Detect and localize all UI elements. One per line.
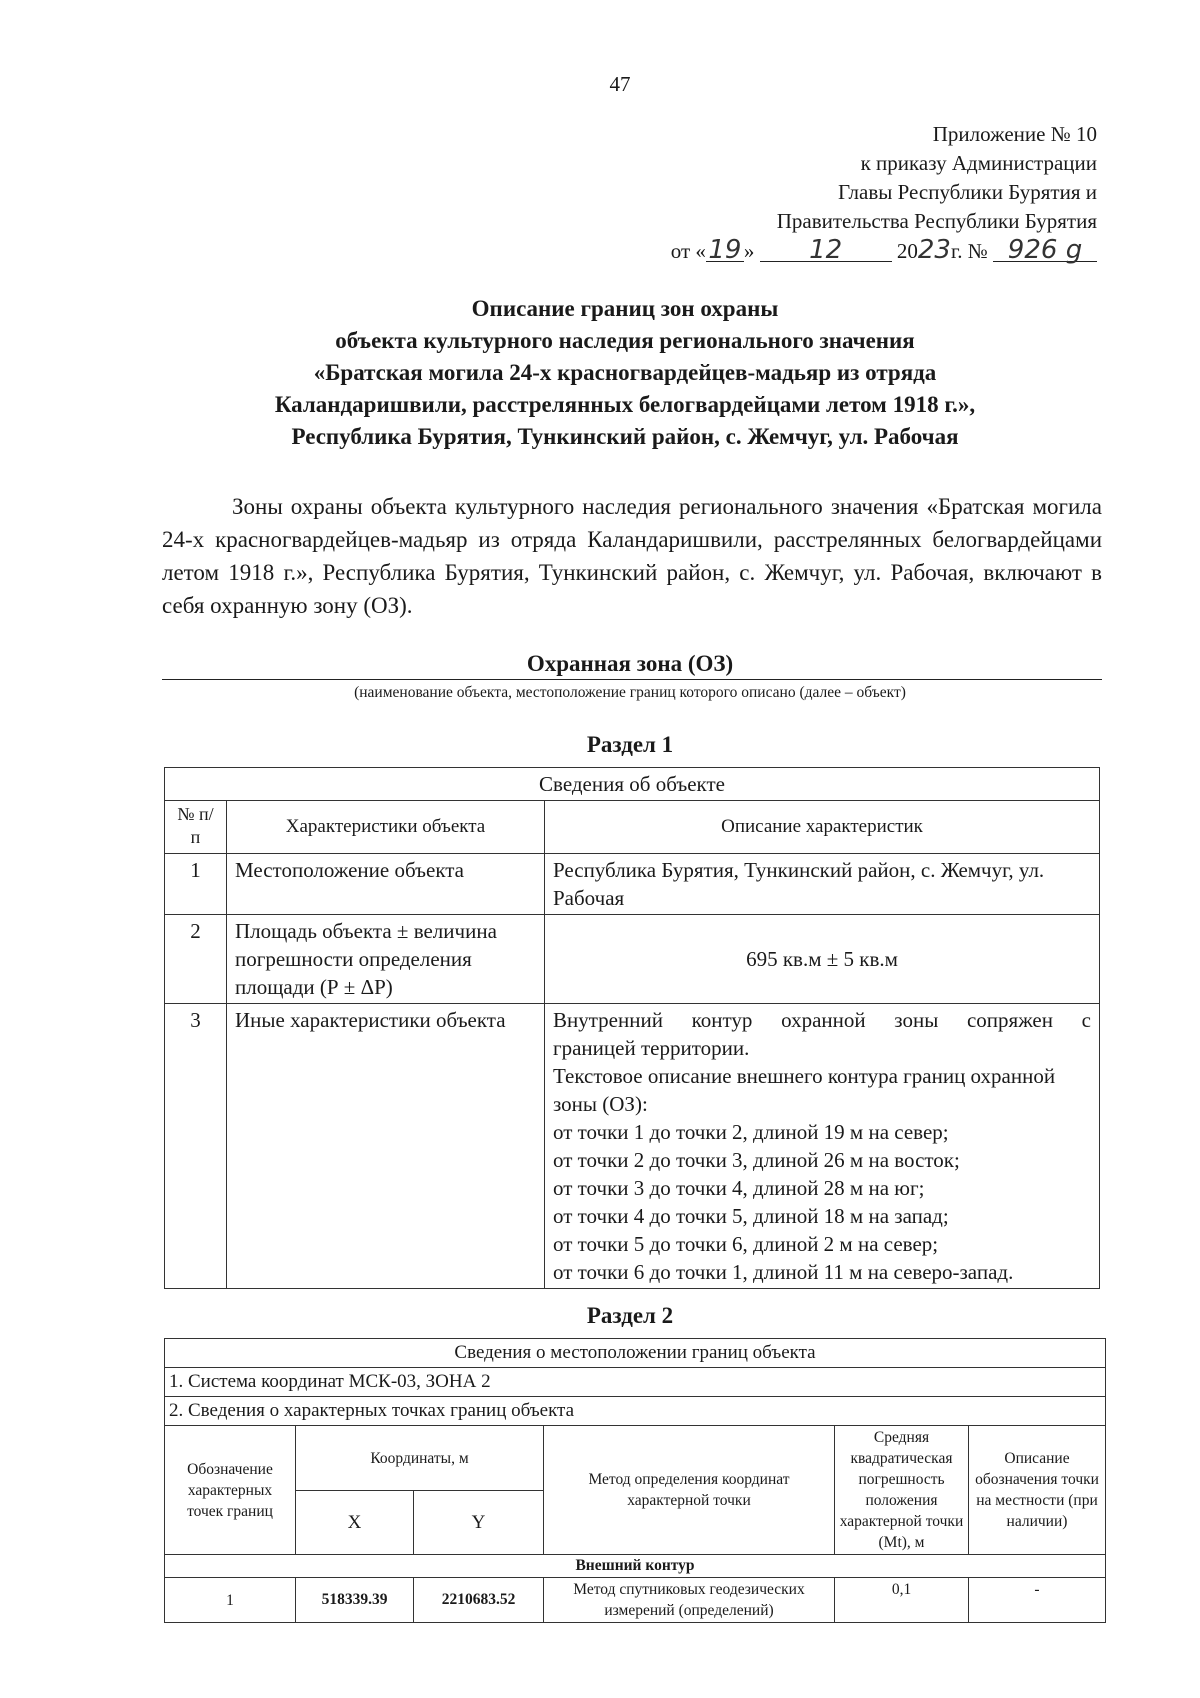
desc-line: от точки 2 до точки 3, длиной 26 м на восток;	[553, 1148, 960, 1172]
intro-paragraph	[162, 490, 1102, 622]
desc-line: Текстовое описание внешнего контура границ охранной	[553, 1064, 1056, 1088]
header-description: Описание характеристик	[545, 801, 1100, 854]
day-close: »	[743, 239, 755, 263]
desc-line: от точки 1 до точки 2, длиной 19 м на север;	[553, 1120, 949, 1144]
table-title: Сведения о местоположении границ объекта	[165, 1339, 1106, 1368]
date-prefix: от «	[670, 239, 706, 263]
desc-line: от точки 6 до точки 1, длиной 11 м на северо-запад.	[553, 1260, 1014, 1284]
row-description	[545, 1004, 1100, 1289]
point-id: 1	[165, 1578, 296, 1623]
row-number: 3	[165, 1004, 227, 1289]
point-description: -	[969, 1578, 1106, 1623]
table-row	[165, 1004, 1100, 1289]
desc-line: границей территории.	[553, 1036, 750, 1060]
header-point-description: Описание обозначения точки на местности (при наличии)	[969, 1426, 1106, 1555]
header-y: Y	[414, 1491, 544, 1555]
title-line: «Братская могила 24-х красногвардейцев-мадьяр из отряда	[313, 360, 937, 385]
row-number: 1	[165, 854, 227, 915]
appendix-line: к приказу Администрации	[860, 151, 1097, 175]
row-description: 695 кв.м ± 5 кв.м	[545, 915, 1100, 1004]
desc-line: от точки 3 до точки 4, длиной 28 м на юг;	[553, 1176, 925, 1200]
header-number: № п/п	[165, 801, 227, 854]
points-title: 2. Сведения о характерных точках границ объекта	[165, 1397, 1106, 1426]
row-number: 2	[165, 915, 227, 1004]
number-label: г. №	[950, 239, 988, 263]
appendix-block	[671, 120, 1097, 266]
point-error: 0,1	[835, 1578, 969, 1623]
zone-caption: (наименование объекта, местоположение границ которого описано (далее – объект)	[354, 684, 906, 701]
zone-name: Охранная зона (ОЗ)	[526, 651, 734, 676]
zone-underline	[162, 679, 1102, 680]
intro-text: Зоны охраны объекта культурного наследия регионального значения «Братская могила 24-х красногвардейцев-мадьяр из отряда Каландаришвили, расстрелянных белогвардейцами летом 1918 г.», Республика Бурятия, Тункинский район, с. Жемчуг, ул. Рабочая, включают в себя охранную зону (ОЗ).	[162, 494, 1102, 618]
title-line: объекта культурного наследия регионального значения	[335, 328, 915, 353]
header-x: X	[296, 1491, 414, 1555]
appendix-line: Главы Республики Бурятия и	[838, 180, 1097, 204]
header-characteristic: Характеристики объекта	[227, 801, 545, 854]
order-month: 12	[760, 239, 892, 262]
coord-system: 1. Система координат МСК-03, ЗОНА 2	[165, 1368, 1106, 1397]
order-number: 926 g	[993, 239, 1097, 262]
header-designation: Обозначение характерных точек границ	[165, 1426, 296, 1555]
document-title	[150, 293, 1100, 453]
section1-heading: Раздел 1	[586, 732, 674, 757]
boundary-points-table	[164, 1338, 1106, 1623]
contour-label: Внешний контур	[165, 1555, 1106, 1578]
object-info-table	[164, 767, 1100, 1289]
table-title: Сведения об объекте	[165, 768, 1100, 801]
table-row	[165, 915, 1100, 1004]
table-row	[165, 854, 1100, 915]
desc-line: от точки 5 до точки 6, длиной 2 м на север;	[553, 1232, 939, 1256]
title-line: Республика Бурятия, Тункинский район, с. Жемчуг, ул. Рабочая	[291, 424, 959, 449]
desc-line: от точки 4 до точки 5, длиной 18 м на запад;	[553, 1204, 949, 1228]
order-day: 19	[706, 239, 744, 262]
order-year: 23	[917, 235, 951, 265]
page-number: 47	[609, 72, 631, 96]
title-line: Описание границ зон охраны	[471, 296, 779, 321]
order-date-line	[671, 236, 1097, 266]
title-line: Каландаришвили, расстрелянных белогвардейцами летом 1918 г.»,	[274, 392, 976, 417]
header-coords: Координаты, м	[296, 1426, 544, 1491]
point-method: Метод спутниковых геодезических измерений (определений)	[544, 1578, 835, 1623]
desc-line: Внутренний контур охранной зоны сопряжен с	[553, 1008, 1091, 1032]
desc-line: зоны (ОЗ):	[553, 1092, 648, 1116]
point-y: 2210683.52	[414, 1578, 544, 1623]
row-characteristic: Местоположение объекта	[227, 854, 545, 915]
point-x: 518339.39	[296, 1578, 414, 1623]
header-method: Метод определения координат характерной точки	[544, 1426, 835, 1555]
row-characteristic: Иные характеристики объекта	[227, 1004, 545, 1289]
appendix-line: Приложение № 10	[932, 122, 1097, 146]
table-row	[165, 1578, 1106, 1623]
row-description: Республика Бурятия, Тункинский район, с. Жемчуг, ул. Рабочая	[545, 854, 1100, 915]
year-prefix: 20	[896, 239, 918, 263]
row-characteristic: Площадь объекта ± величина погрешности определения площади (Р ± ΔР)	[227, 915, 545, 1004]
header-error: Средняя квадратическая погрешность положения характерной точки (Mt), м	[835, 1426, 969, 1555]
section2-heading: Раздел 2	[586, 1303, 674, 1328]
appendix-line: Правительства Республики Бурятия	[776, 209, 1097, 233]
